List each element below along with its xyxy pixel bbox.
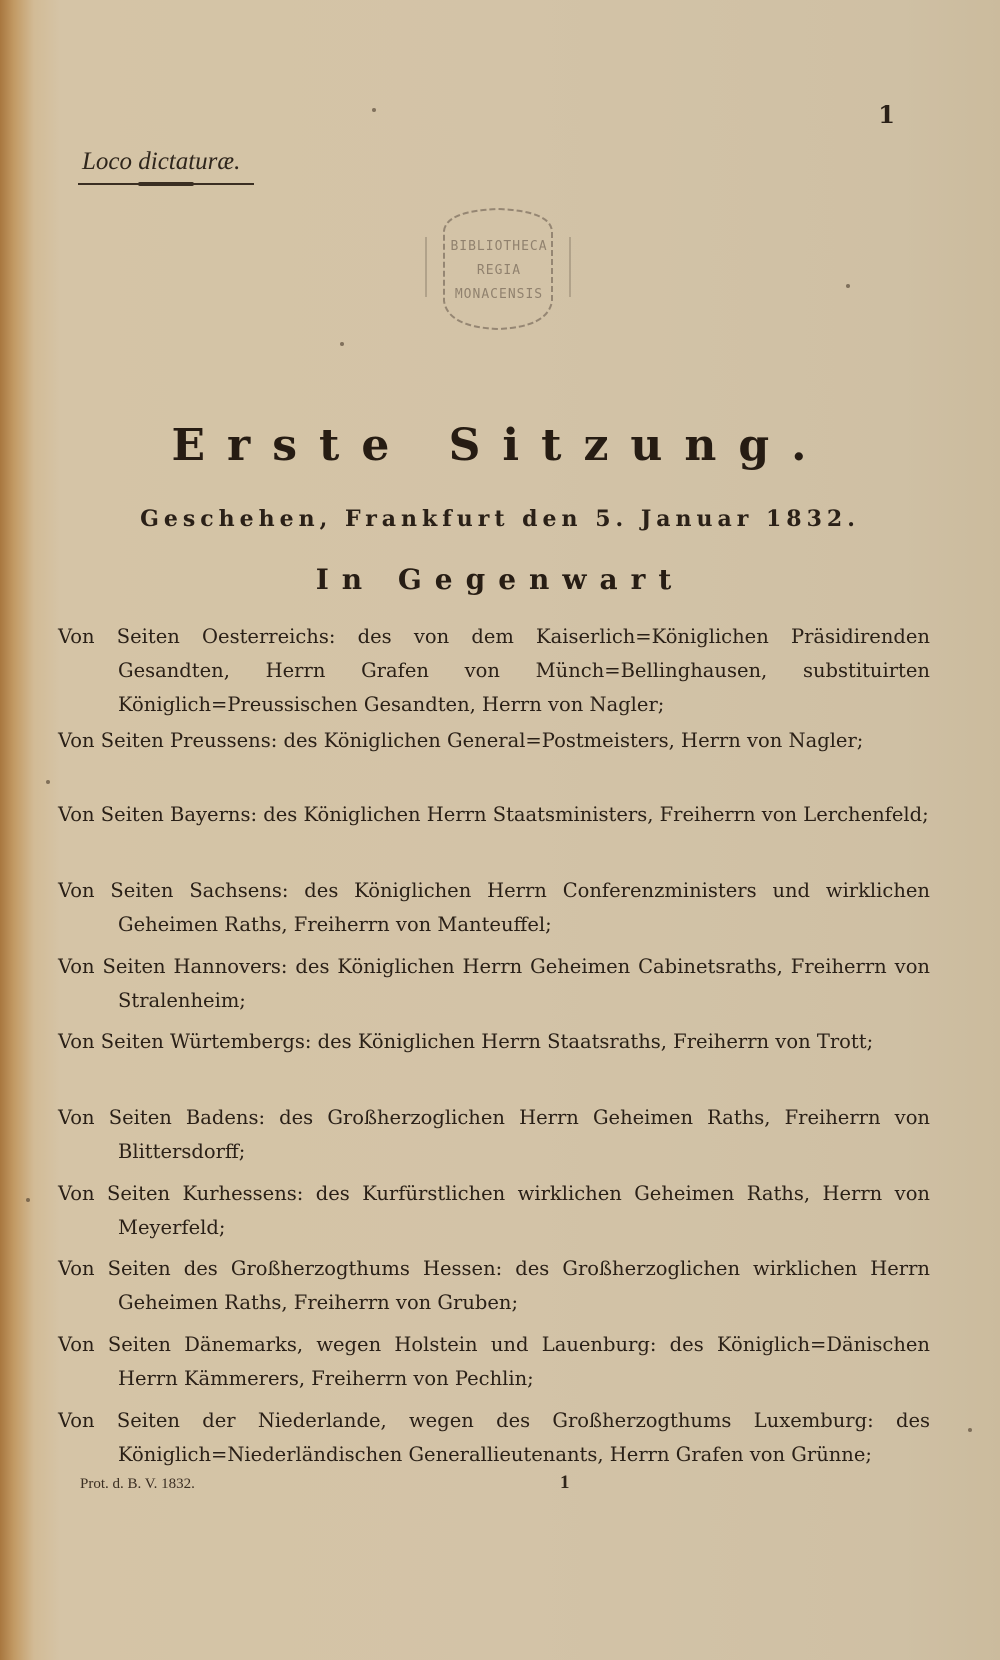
paper-speck [846,284,850,288]
delegate-entry: Von Seiten des Großherzogthums Hessen: des Großherzoglichen wirklichen Herrn Geheimen Raths, Freiherrn von Gruben; [58,1257,930,1314]
delegate-entry: Von Seiten Preussens: des Königlichen General=Postmeisters, Herrn von Nagler; [58,729,864,752]
delegate-entry: Von Seiten Badens: des Großherzoglichen Herrn Geheimen Raths, Freiherrn von Blittersdorff; [58,1106,930,1163]
delegate-entry: Von Seiten Würtembergs: des Königlichen Herrn Staatsraths, Freiherrn von Trott; [58,1030,874,1053]
sheet-number: 1 [560,1472,570,1493]
delegate-entry: Von Seiten Dänemarks, wegen Holstein und Lauenburg: des Königlich=Dänischen Herrn Kämmerers, Freiherrn von Pechlin; [58,1333,930,1390]
delegate-entry: Von Seiten Bayerns: des Königlichen Herrn Staatsministers, Freiherrn von Lerchenfeld; [58,803,929,826]
session-title: Erste Sitzung. [171,420,829,471]
marginal-note: Loco dictaturæ. [82,148,241,175]
stamp-line: BIBLIOTHECA [450,239,548,254]
paper-speck [372,108,376,112]
page-number: 1 [878,100,895,129]
decorative-rule [78,183,254,185]
delegate-entry: Von Seiten der Niederlande, wegen des Großherzogthums Luxemburg: des Königlich=Niederländischen Generallieutenants, Herrn Grafen von Grünne; [58,1409,930,1466]
paper-speck [26,1198,30,1202]
delegate-entry: Von Seiten Oesterreichs: des von dem Kaiserlich=Königlichen Präsidirenden Gesandten, Herrn Grafen von Münch=Bellinghausen, substituirten Königlich=Preussischen Gesandten, Herrn von Nagler; [58,625,930,716]
delegate-entry: Von Seiten Hannovers: des Königlichen Herrn Geheimen Cabinetsraths, Freiherrn von Stralenheim; [58,955,930,1012]
footer-signature: Prot. d. B. V. 1832. [80,1476,195,1492]
stamp-line: MONACENSIS [454,287,544,302]
presence-heading: In Gegenwart [315,563,685,596]
stamp-text [432,235,566,307]
delegate-entry: Von Seiten Kurhessens: des Kurfürstlichen wirklichen Geheimen Raths, Herrn von Meyerfeld; [58,1182,930,1239]
date-line: Geschehen, Frankfurt den 5. Januar 1832. [140,506,860,532]
delegate-entry: Von Seiten Sachsens: des Königlichen Herrn Conferenzministers und wirklichen Geheimen Raths, Freiherrn von Manteuffel; [58,879,930,936]
paper-speck [968,1428,972,1432]
paper-speck [46,780,50,784]
paper-speck [340,342,344,346]
library-stamp [422,205,574,333]
stamp-line: REGIA [476,263,522,278]
